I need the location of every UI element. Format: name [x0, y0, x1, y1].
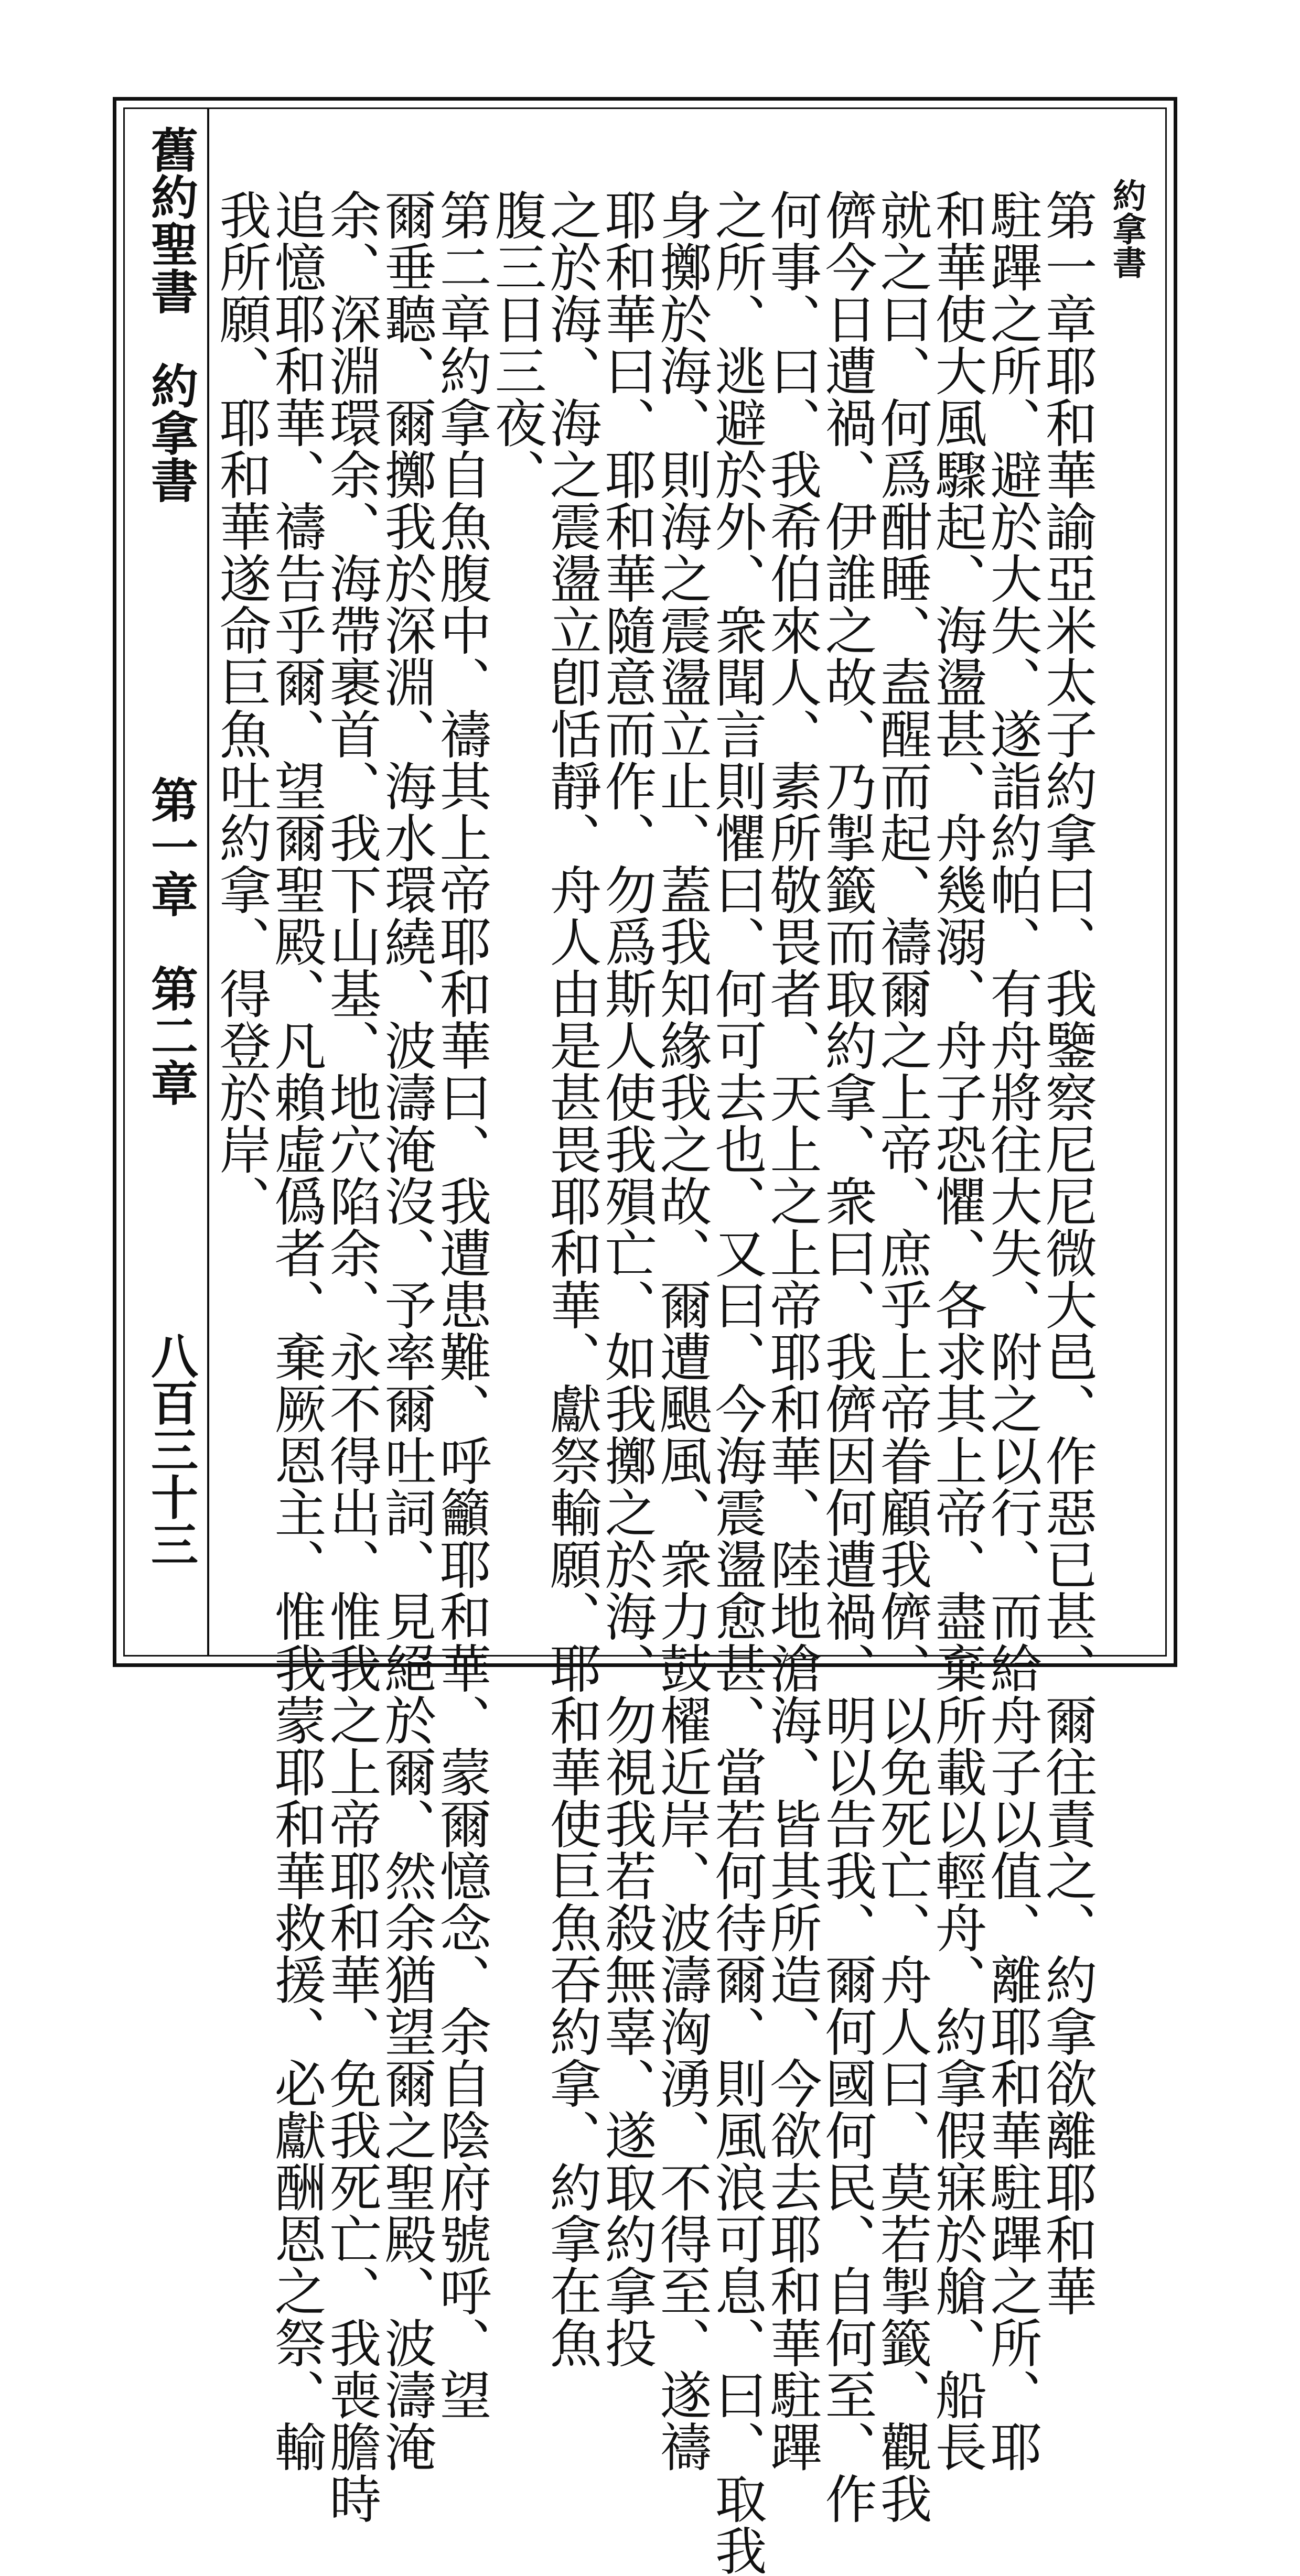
body-column-15: 追憶耶和華、禱告乎爾、望爾聖殿、凡賴虛僞者、棄厥恩主、惟我蒙耶和華救援、必獻酬恩之祭、輸 [266, 189, 326, 2472]
body-column-6: 何事、曰、我希伯來人、素所敬畏者、天上之上帝耶和華、陸地滄海、皆其所造、今欲去耶和華駐蹕 [761, 189, 822, 2472]
margin-chapter-range: 第一章 第二章 [143, 776, 198, 1106]
body-column-12: 第二章約拿自魚腹中、禱其上帝耶和華曰、我遭患難、呼籲耶和華、蒙爾憶念、余自陰府號呼、望 [431, 189, 491, 2420]
body-column-3: 和華使大風驟起、海盪甚、舟幾溺、舟子恐懼、各求其上帝、盡棄所載以輕舟、約拿假寐於艙、船長 [927, 189, 987, 2472]
body-column-16: 我所願、耶和華遂命巨魚吐約拿、得登於岸、 [211, 189, 271, 1227]
body-column-5: 儕今日遭禍、伊誰之故、乃掣籤而取約拿、衆曰、我儕因何遭禍、明以告我、爾何國何民、自何至、作 [816, 189, 877, 2524]
page-number: 八百三十三 [143, 1332, 198, 1567]
body-column-2: 駐蹕之所、避於大失、遂詣約帕、有舟將往大失、附之以行、而給舟子以值、離耶和華駐蹕之所、耶 [982, 189, 1042, 2472]
body-column-14: 余、深淵環余、海帶裹首、我下山基、地穴陷余、永不得出、惟我之上帝耶和華、免我死亡、我喪膽時 [321, 189, 381, 2524]
margin-book-title: 舊約聖書 [143, 126, 198, 315]
body-column-1: 第一章耶和華諭亞米太子約拿曰、我鑒察尼尼微大邑、作惡已甚、爾往責之、約拿欲離耶和華 [1037, 189, 1097, 2317]
margin-section-title: 約拿書 [143, 362, 198, 503]
body-column-7: 之所、逃避於外、衆聞言則懼曰、何可去也、又曰、今海震盪愈甚、當若何待爾、則風浪可息、曰、取我 [706, 189, 767, 2576]
body-column-10: 之於海、海之震盪立卽恬靜、舟人由是甚畏耶和華、獻祭輸願、耶和華使巨魚吞約拿、約拿在魚 [541, 189, 601, 2368]
body-column-4: 就之曰、何爲酣睡、盍醒而起、禱爾之上帝、庶乎上帝眷顧我儕、以免死亡、舟人曰、莫若掣籤、觀我 [872, 189, 932, 2524]
book-heading: 約拿書 [1107, 178, 1146, 279]
body-column-11: 腹三日三夜、 [486, 189, 546, 500]
body-column-8: 身擲於海、則海之震盪立止、蓋我知緣我之故、爾遭颶風、衆力鼓櫂近岸、波濤洶湧、不得至、遂禱 [651, 189, 712, 2472]
body-column-9: 耶和華曰、耶和華隨意而作、勿爲斯人使我殞亡、如我擲之於海、勿視我若殺無辜、遂取約拿投 [596, 189, 657, 2368]
margin-book-section [142, 126, 198, 503]
margin-divider-line [207, 107, 209, 1657]
body-column-13: 爾垂聽、爾擲我於深淵、海水環繞、波濤淹沒、予率爾吐詞、見絕於爾、然余猶望爾之聖殿、波濤淹 [376, 189, 436, 2472]
